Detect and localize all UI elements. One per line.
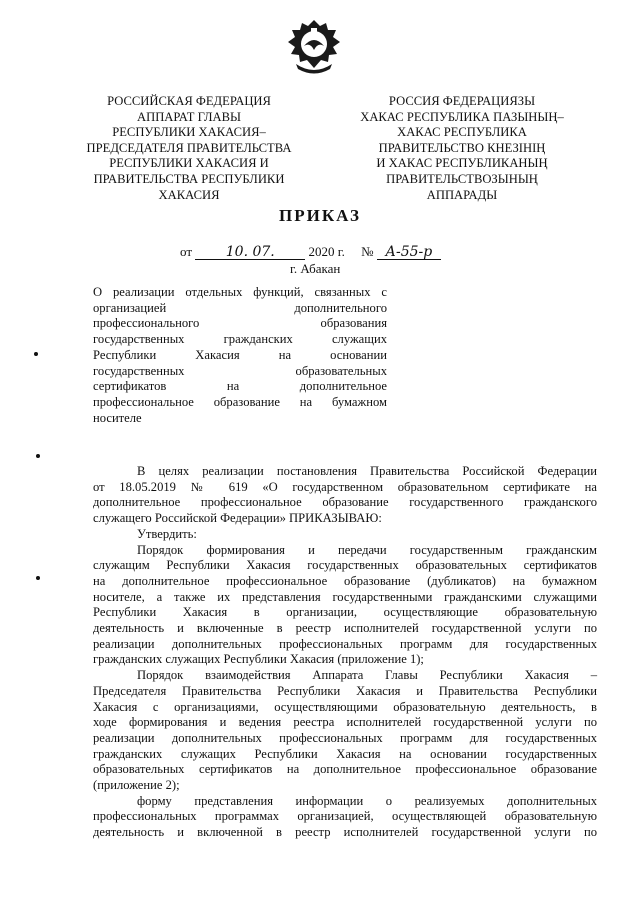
subject-block — [93, 285, 387, 426]
header-left-line: РОССИЙСКАЯ ФЕДЕРАЦИЯ — [107, 94, 271, 108]
subject-line: Республики Хакасия на основании — [93, 347, 387, 362]
body-line: Хакасия с организациями, осуществляющими образовательную деятельность, в — [93, 699, 597, 714]
subject-line: сертификатов на дополнительное — [93, 379, 387, 394]
subject-line: государственных образовательных — [93, 363, 387, 378]
header-right-line: ХАКАС РЕСПУБЛИКА ПАЗЫНЫҢ– — [360, 109, 564, 124]
paragraph-item-2 — [93, 668, 597, 794]
body-line: (приложение 2); — [93, 778, 180, 793]
body-line: носителе, а также их представления государственными гражданскими служащими — [93, 589, 597, 604]
coat-of-arms-emblem — [282, 16, 346, 78]
body-line: Порядок взаимодействия Аппарата Главы Республики Хакасия – — [137, 668, 597, 683]
subject-line: О реализации отдельных функций, связанных с — [93, 285, 387, 299]
subject-line: носителе — [93, 410, 142, 425]
city-name: г. Абакан — [290, 261, 341, 276]
handwritten-number: А-55-р — [377, 245, 441, 260]
scan-mark — [36, 576, 40, 580]
header-right-line: ХАКАС РЕСПУБЛИКА — [397, 125, 527, 140]
body-line: ходе формирования и ведения реестра исполнителей государственной услуги по — [93, 715, 597, 730]
paragraph-preamble — [93, 464, 597, 527]
body-line: служащего Российской Федерации» ПРИКАЗЫВАЮ: — [93, 511, 382, 526]
header-left-line: ХАКАСИЯ — [158, 187, 220, 202]
header-left-line: РЕСПУБЛИКИ ХАКАСИЯ– — [112, 125, 266, 140]
number-sign: № — [361, 244, 374, 259]
paragraph-approve — [93, 527, 597, 543]
header-left-line: АППАРАТ ГЛАВЫ — [137, 109, 241, 124]
paragraph-item-3 — [93, 794, 597, 841]
body-line: профессиональных программах организацией, осуществляющей образовательную — [93, 809, 597, 824]
body-line: гражданских служащих Республики Хакасия на основании государственных — [93, 746, 597, 761]
body-line: дополнительное профессиональное образование государственного гражданского — [93, 495, 597, 510]
handwritten-date: 10. 07. — [195, 245, 305, 260]
subject-line: профессиональное образование на бумажном — [93, 394, 387, 409]
order-body — [93, 464, 597, 841]
date-from-label: от — [180, 244, 193, 259]
body-line: Утвердить: — [137, 526, 197, 541]
scan-mark — [34, 352, 38, 356]
date-number-line — [180, 244, 441, 260]
header-right-line: ПРАВИТЕЛЬСТВОЗЫНЫҢ — [386, 171, 538, 186]
body-line: Республики Хакасия в организации, осуществляющие образовательную — [93, 605, 597, 620]
header-right-line: РОССИЯ ФЕДЕРАЦИЯЗЫ — [388, 94, 536, 108]
header-right-line: АППАРАДЫ — [426, 187, 498, 202]
body-line: реализации дополнительных профессиональных программ для государственных — [93, 730, 597, 745]
body-line: Председателя Правительства Республики Хакасия и Правительства Республики — [93, 683, 597, 698]
subject-line: государственных гражданских служащих — [93, 332, 387, 347]
header-right-line: ПРАВИТЕЛЬСТВО КНЕЗІНІҢ — [378, 140, 546, 155]
body-line: служащим Республики Хакасия государственных образовательных сертификатов — [93, 558, 597, 573]
body-line: В целях реализации постановления Правительства Российской Федерации — [137, 464, 597, 478]
header-right-line: И ХАКАС РЕСПУБЛИКАНЫҢ — [376, 156, 548, 171]
header-left-line: ПРЕДСЕДАТЕЛЯ ПРАВИТЕЛЬСТВА — [86, 140, 292, 155]
date-year: 2020 г. — [308, 244, 345, 259]
header-left-block — [54, 94, 324, 203]
body-line: гражданских служащих Республики Хакасия (приложение 1); — [93, 652, 424, 667]
body-line: реализации дополнительных профессиональных программ для государственных — [93, 636, 597, 651]
body-line: от 18.05.2019 № 619 «О государственном образовательном сертификате на — [93, 479, 597, 494]
header-right-block — [327, 94, 597, 203]
body-line: деятельность и включенные в реестр исполнителей государственной услуги по — [93, 621, 597, 636]
body-line: Порядок формирования и передачи государственным гражданским — [137, 542, 597, 557]
header-left-line: РЕСПУБЛИКИ ХАКАСИЯ И — [109, 156, 269, 171]
subject-line: организацией дополнительного — [93, 300, 387, 315]
paragraph-item-1 — [93, 543, 597, 669]
body-line: образовательных сертификатов на дополнительное профессиональное образование — [93, 762, 597, 777]
document-title: ПРИКАЗ — [279, 206, 361, 225]
body-line: деятельность и включенной в реестр исполнителей государственной услуги по — [93, 825, 597, 840]
subject-line: профессионального образования — [93, 316, 387, 331]
body-line: форму представления информации о реализуемых дополнительных — [137, 793, 597, 808]
body-line: на дополнительное профессиональное образование (дубликатов) на бумажном — [93, 573, 597, 588]
header-left-line: ПРАВИТЕЛЬСТВА РЕСПУБЛИКИ — [93, 171, 285, 186]
scan-mark — [36, 454, 40, 458]
